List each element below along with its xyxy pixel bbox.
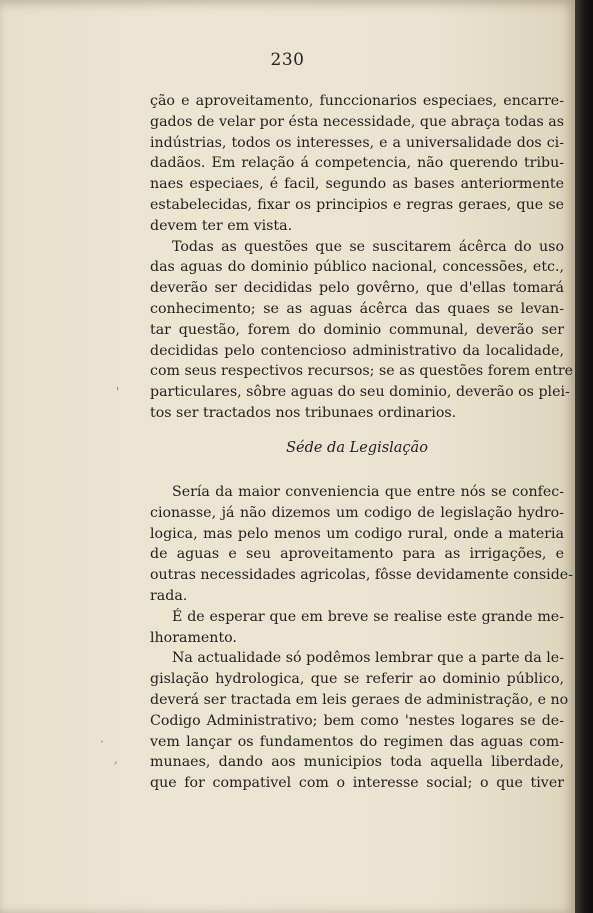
text-line: tos ser tractados nos tribunaes ordinarios.	[150, 404, 457, 421]
paragraph-block-lower	[150, 482, 573, 794]
text-line: rada.	[150, 587, 188, 604]
text-line: particulares, sôbre aguas do seu dominio, deverão os plei-	[150, 384, 570, 401]
paragraph-block-upper	[150, 91, 574, 424]
text-line: É de esperar que em breve se realise este grande me-	[172, 608, 564, 625]
book-spine-shadow	[575, 0, 593, 913]
text-line: gados de velar por ésta necessidade, que abraça todas as	[150, 113, 565, 130]
margin-speck: '	[116, 385, 120, 399]
text-line: cionasse, já não dizemos um codigo de legislação hydro-	[150, 504, 564, 521]
text-line: tar questão, forem do dominio communal, deverão ser	[150, 321, 564, 338]
text-line: deverão ser decididas pelo govêrno, que d'ellas tomará	[150, 280, 564, 297]
text-line: com seus respectivos recursos; se as questões forem entre	[150, 363, 574, 380]
text-line: devem ter em vista.	[150, 217, 293, 234]
text-line: outras necessidades agricolas, fôsse devidamente conside-	[150, 567, 573, 584]
text-line: indústrias, todos os interesses, e a universalidade dos ci-	[150, 134, 564, 151]
text-line: deverá ser tractada em leis geraes de administração, e no	[150, 691, 569, 708]
text-line: Na actualidade só podêmos lembrar que a parte da le-	[172, 650, 564, 667]
section-heading: Séde da Legislação	[286, 440, 428, 456]
text-line: vem lançar os fundamentos do regimen das aguas com-	[150, 733, 564, 750]
margin-speck: ,	[114, 752, 118, 766]
text-line: das aguas do dominio público nacional, concessões, etc.,	[150, 259, 564, 276]
text-line: decididas pelo contencioso administrativo da localidade,	[150, 342, 564, 359]
text-line: logica, mas pelo menos um codigo rural, onde a materia	[150, 525, 564, 542]
text-line: gislação hydrologica, que se referir ao dominio público,	[150, 671, 564, 688]
text-line: estabelecidas, fixar os principios e regras geraes, que se	[150, 196, 564, 213]
text-line: naes especiaes, é facil, segundo as bases anteriormente	[150, 176, 564, 193]
text-line: Todas as questões que se suscitarem ácêrca do uso	[172, 238, 564, 255]
text-line: que for compativel com o interesse social; o que tiver	[150, 775, 564, 792]
text-line: conhecimento; se as aguas ácêrca das quaes se levan-	[150, 300, 564, 317]
text-line: lhoramento.	[150, 629, 237, 646]
text-line: ção e aproveitamento, funccionarios especiaes, encarre-	[150, 93, 564, 109]
text-line: de aguas e seu aproveitamento para as irrigações, e	[150, 546, 564, 563]
text-line: dadãos. Em relação á competencia, não querendo tribu-	[150, 155, 564, 172]
margin-speck: ·	[100, 735, 104, 749]
text-line: munaes, dando aos municipios toda aquella liberdade,	[150, 754, 564, 771]
text-line: Codigo Administrativo; bem como 'nestes logares se de-	[150, 712, 564, 729]
text-line: Sería da maior conveniencia que entre nós se confec-	[172, 484, 564, 500]
page-number: 230	[270, 50, 305, 70]
